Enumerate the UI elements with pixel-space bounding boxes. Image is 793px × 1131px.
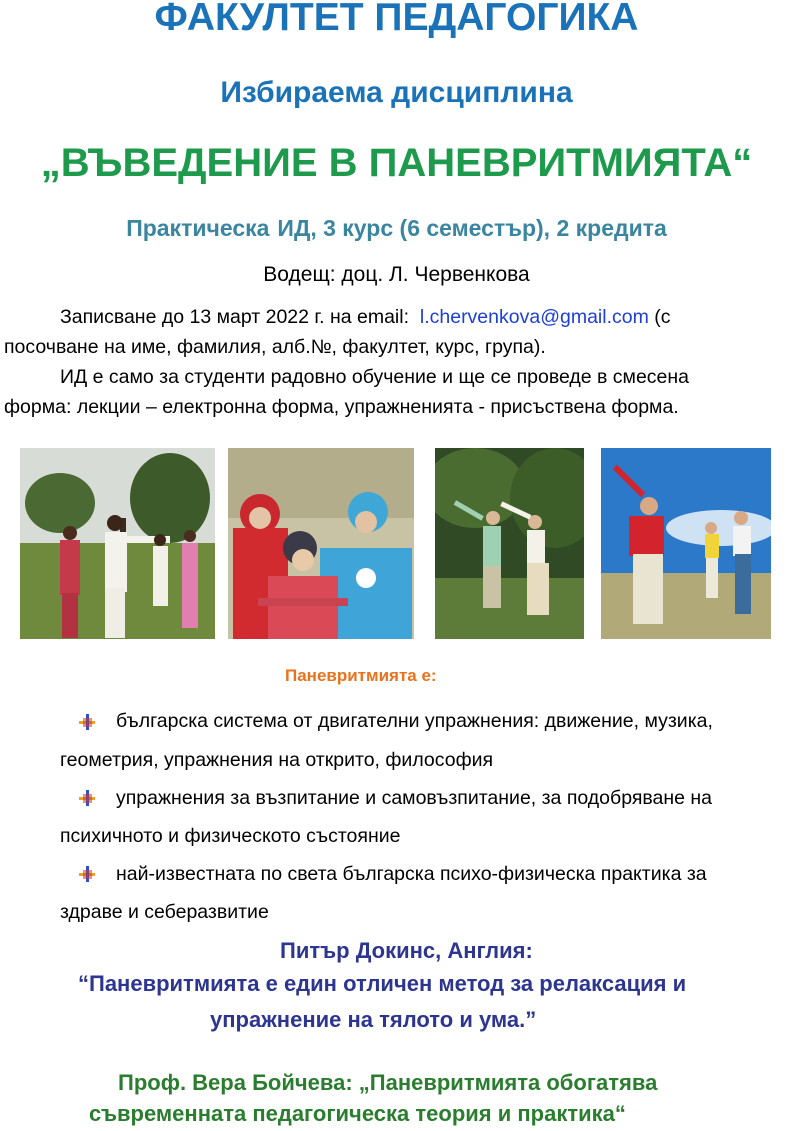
lecturer: Водещ: доц. Л. Червенкова (263, 263, 530, 286)
group-exercise-photo (20, 448, 215, 639)
faculty-title: ФАКУЛТЕТ ПЕДАГОГИКА (154, 0, 639, 39)
boycheva-quote-line-2: съвременната педагогическа теория и практика“ (89, 1101, 626, 1126)
details-credits: ИД, 3 курс (6 семестър), 2 кредита (277, 215, 667, 241)
enrollment-line-4: форма: лекции – електронна форма, упражненията - присъствена форма. (4, 396, 679, 418)
email-link[interactable]: l.chervenkova@gmail.com (419, 306, 649, 328)
cross-bullet-icon (77, 712, 97, 732)
bullet-3-line-1: най-известната по света българска психо-физическа практика за (116, 863, 707, 885)
quote-line-1: “Паневритмията е един отличен метод за релаксация и (78, 971, 687, 996)
bullet-2-line-1: упражнения за възпитание и самовъзпитание, за подобряване на (116, 787, 713, 809)
quote-author: Питър Докинс, Англия: (280, 938, 533, 963)
bullet-1-line-2: геометрия, упражнения на открито, философия (60, 749, 494, 771)
enrollment-tail: (с (654, 306, 671, 328)
course-title: „ВЪВЕДЕНИЕ В ПАНЕВРИТМИЯТА“ (40, 141, 753, 185)
details-type: Практическа (126, 215, 270, 241)
bullet-2-line-2: психичното и физическото състояние (60, 825, 401, 847)
children-exercise-photo (228, 448, 414, 639)
bullet-3-line-2: здраве и себеразвитие (60, 901, 269, 923)
bullet-1-line-1: българска система от двигателни упражнения: движение, музика, (116, 710, 713, 732)
enrollment-line-2: посочване на име, фамилия, алб.№, факултет, курс, група). (4, 336, 546, 358)
cross-bullet-icon (77, 864, 97, 884)
boycheva-quote-line-1: Проф. Вера Бойчева: „Паневритмията обогатява (118, 1070, 658, 1095)
panevritmia-heading: Паневритмията е: (285, 666, 437, 685)
enrollment-line-3: ИД е само за студенти радовно обучение и ще се проведе в смесена (60, 366, 690, 388)
enrollment-text: Записване до 13 март 2022 г. на email: (60, 306, 410, 328)
forest-exercise-photo (435, 448, 584, 639)
cross-bullet-icon (77, 788, 97, 808)
enrollment-line-1 (60, 302, 671, 332)
course-details (0, 213, 793, 243)
quote-line-2: упражнение на тялото и ума.” (210, 1007, 537, 1032)
meadow-exercise-photo (601, 448, 771, 639)
elective-label: Избираема дисциплина (220, 76, 573, 109)
